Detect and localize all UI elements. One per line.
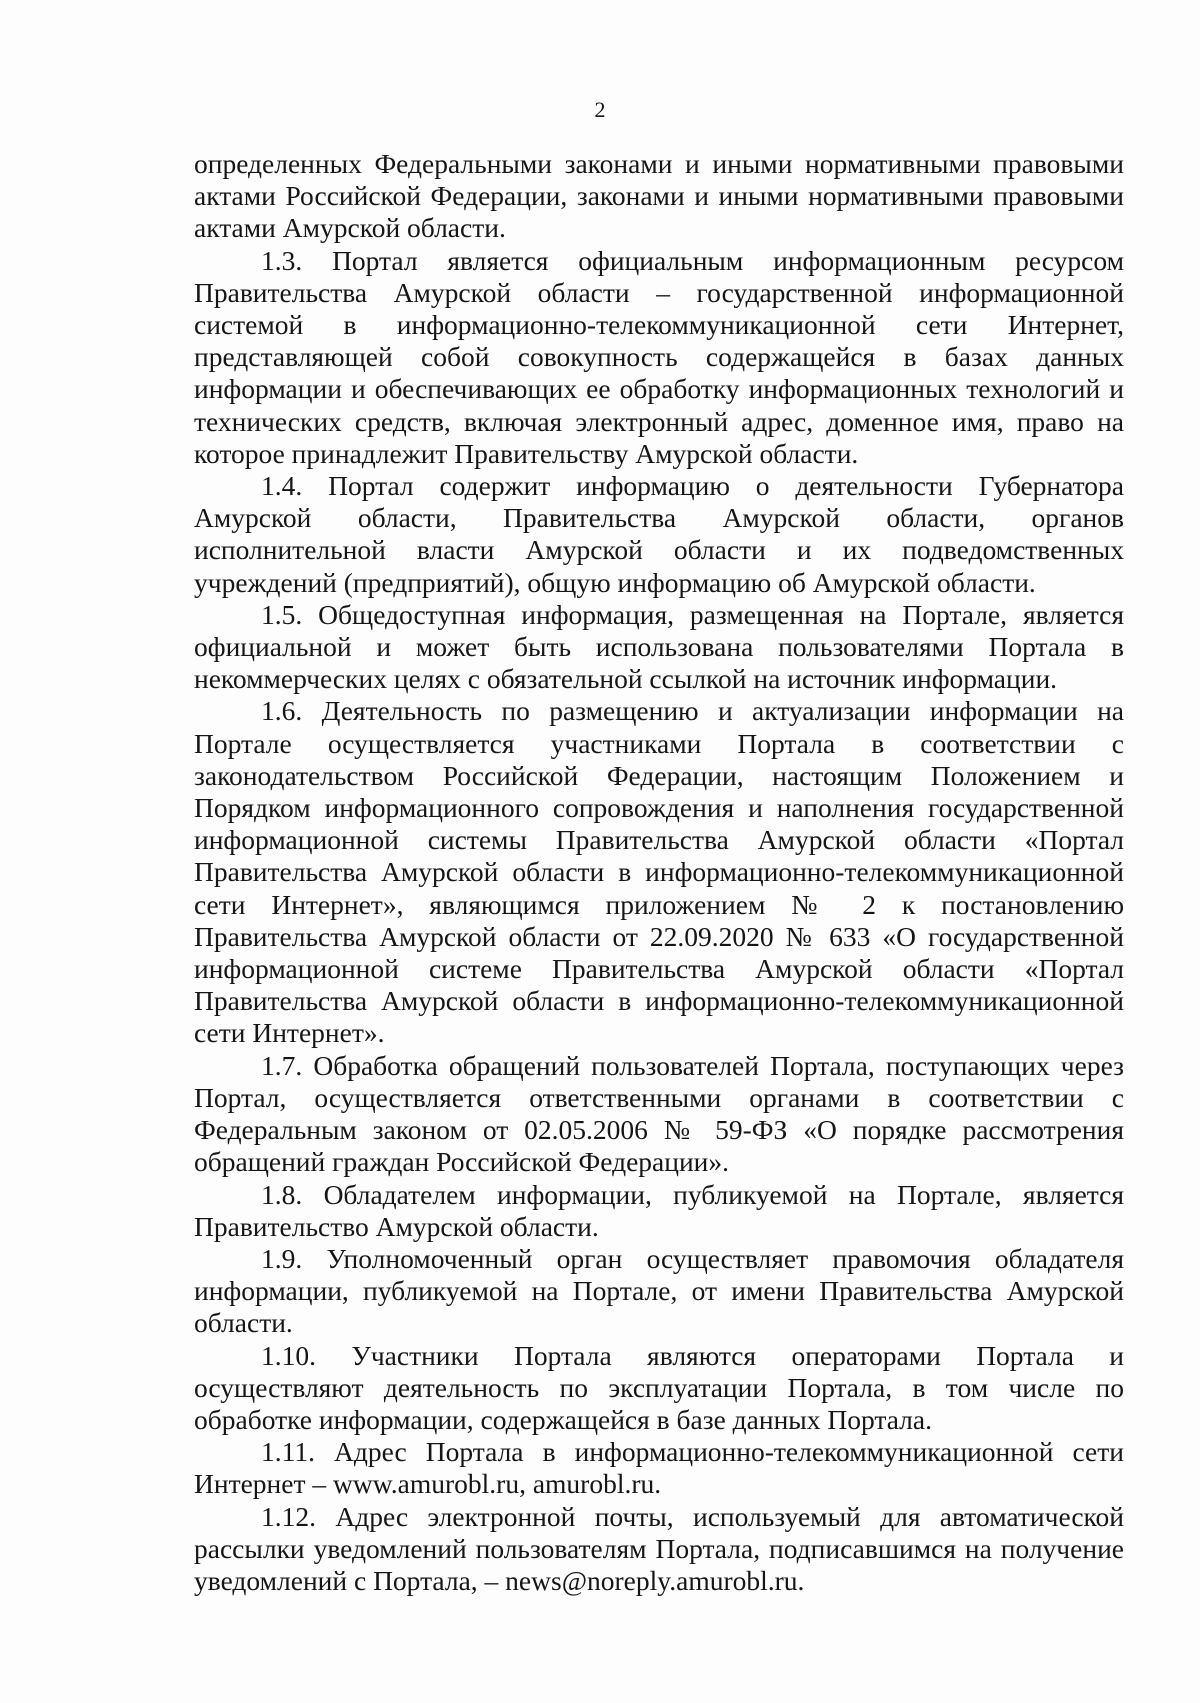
paragraph-1-12: 1.12. Адрес электронной почты, используемый для автоматической рассылки уведомлений пользователям Портала, подписавшимся на получение уведомлений с Портала, – news@noreply.amurobl.ru. bbox=[194, 1500, 1124, 1596]
paragraph-1-11: 1.11. Адрес Портала в информационно-телекоммуникационной сети Интернет – www.amurobl.ru, amurobl.ru. bbox=[194, 1436, 1124, 1500]
paragraph-1-6: 1.6. Деятельность по размещению и актуализации информации на Портале осуществляется участниками Портала в соответствии с законодательством Российской Федерации, настоящим Положением и Порядком информационного сопровождения и наполнения государственной информационной системы Правительства Амурской области «Портал Правительства Амурской области в информационно-телекоммуникационной сети Интернет», являющимся приложением № 2 к постановлению Правительства Амурской области от 22.09.2020 № 633 «О государственной информационной системе Правительства Амурской области «Портал Правительства Амурской области в информационно-телекоммуникационной сети Интернет». bbox=[194, 695, 1124, 1049]
paragraph-1-9: 1.9. Уполномоченный орган осуществляет правомочия обладателя информации, публикуемой на Портале, от имени Правительства Амурской области. bbox=[194, 1242, 1124, 1339]
paragraph-1-4: 1.4. Портал содержит информацию о деятельности Губернатора Амурской области, Правительства Амурской области, органов исполнительной власти Амурской области и их подведомственных учреждений (предприятий), общую информацию об Амурской области. bbox=[194, 470, 1124, 598]
paragraph-continuation: определенных Федеральными законами и иными нормативными правовыми актами Российской Федерации, законами и иными нормативными правовыми актами Амурской области. bbox=[194, 148, 1124, 244]
paragraph-1-10: 1.10. Участники Портала являются операторами Портала и осуществляют деятельность по эксплуатации Портала, в том числе по обработке информации, содержащейся в базе данных Портала. bbox=[194, 1339, 1124, 1435]
paragraph-1-8: 1.8. Обладателем информации, публикуемой на Портале, является Правительство Амурской области. bbox=[194, 1178, 1124, 1242]
page-number: 2 bbox=[594, 97, 606, 122]
document-body bbox=[194, 148, 1124, 1597]
paragraph-1-5: 1.5. Общедоступная информация, размещенная на Портале, является официальной и может быть использована пользователями Портала в некоммерческих целях с обязательной ссылкой на источник информации. bbox=[194, 598, 1124, 695]
paragraph-1-7: 1.7. Обработка обращений пользователей Портала, поступающих через Портал, осуществляется ответственными органами в соответствии с Федеральным законом от 02.05.2006 № 59-ФЗ «О порядке рассмотрения обращений граждан Российской Федерации». bbox=[194, 1049, 1124, 1178]
paragraph-1-3: 1.3. Портал является официальным информационным ресурсом Правительства Амурской области – государственной информационной системой в информационно-телекоммуникационной сети Интернет, представляющей собой совокупность содержащейся в базах данных информации и обеспечивающих ее обработку информационных технологий и технических средств, включая электронный адрес, доменное имя, право на которое принадлежит Правительству Амурской области. bbox=[194, 244, 1124, 469]
